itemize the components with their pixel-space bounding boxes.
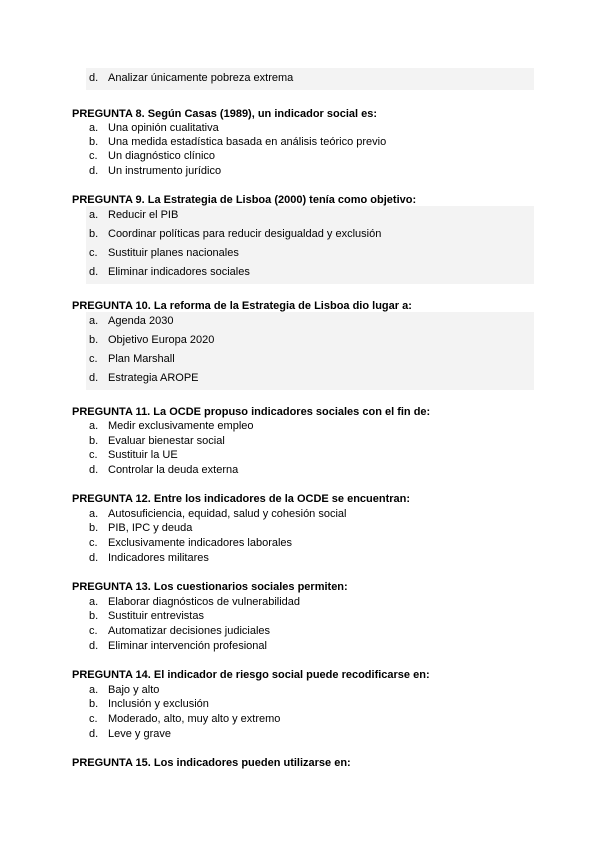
option-b: b. Evaluar bienestar social: [89, 435, 225, 447]
option-a: a. Bajo y alto: [89, 684, 160, 696]
option-d: d. Estrategia AROPE: [89, 372, 199, 384]
option-c: c. Automatizar decisiones judiciales: [89, 625, 271, 637]
option-a: a. Agenda 2030: [89, 315, 174, 327]
question-title: PREGUNTA 8. Según Casas (1989), un indicador social es:: [72, 108, 378, 120]
question-title: PREGUNTA 13. Los cuestionarios sociales permiten:: [72, 581, 348, 593]
option-b: b. Inclusión y exclusión: [89, 698, 209, 710]
option-d: d. Controlar la deuda externa: [89, 464, 239, 476]
option-a: a. Medir exclusivamente empleo: [89, 420, 254, 432]
option-d: d. Leve y grave: [89, 728, 171, 740]
option-b: b. PIB, IPC y deuda: [89, 522, 193, 534]
option-c: c. Plan Marshall: [89, 353, 175, 365]
option-b: b. Coordinar políticas para reducir desigualdad y exclusión: [89, 228, 382, 240]
option-c: c. Sustituir planes nacionales: [89, 247, 239, 259]
option-c: c. Moderado, alto, muy alto y extremo: [89, 713, 281, 725]
option-b: b. Sustituir entrevistas: [89, 610, 204, 622]
option-c: c. Exclusivamente indicadores laborales: [89, 537, 293, 549]
question-title: PREGUNTA 15. Los indicadores pueden utilizarse en:: [72, 757, 351, 769]
question-title: PREGUNTA 9. La Estrategia de Lisboa (2000) tenía como objetivo:: [72, 194, 417, 206]
option-d: d. Eliminar indicadores sociales: [89, 266, 250, 278]
question-title: PREGUNTA 12. Entre los indicadores de la OCDE se encuentran:: [72, 493, 411, 505]
option-d: d. Analizar únicamente pobreza extrema: [89, 72, 294, 84]
question-title: PREGUNTA 10. La reforma de la Estrategia de Lisboa dio lugar a:: [72, 300, 412, 312]
option-d: d. Eliminar intervención profesional: [89, 640, 267, 652]
option-a: a. Una opinión cualitativa: [89, 122, 219, 134]
option-d: d. Indicadores militares: [89, 552, 209, 564]
option-b: b. Una medida estadística basada en análisis teórico previo: [89, 136, 387, 148]
question-title: PREGUNTA 11. La OCDE propuso indicadores sociales con el fin de:: [72, 406, 431, 418]
option-a: a. Autosuficiencia, equidad, salud y cohesión social: [89, 508, 347, 520]
option-b: b. Objetivo Europa 2020: [89, 334, 215, 346]
option-c: c. Sustituir la UE: [89, 449, 178, 461]
option-a: a. Reducir el PIB: [89, 209, 179, 221]
option-d: d. Un instrumento jurídico: [89, 165, 222, 177]
option-a: a. Elaborar diagnósticos de vulnerabilidad: [89, 596, 301, 608]
option-c: c. Un diagnóstico clínico: [89, 150, 216, 162]
question-title: PREGUNTA 14. El indicador de riesgo social puede recodificarse en:: [72, 669, 430, 681]
